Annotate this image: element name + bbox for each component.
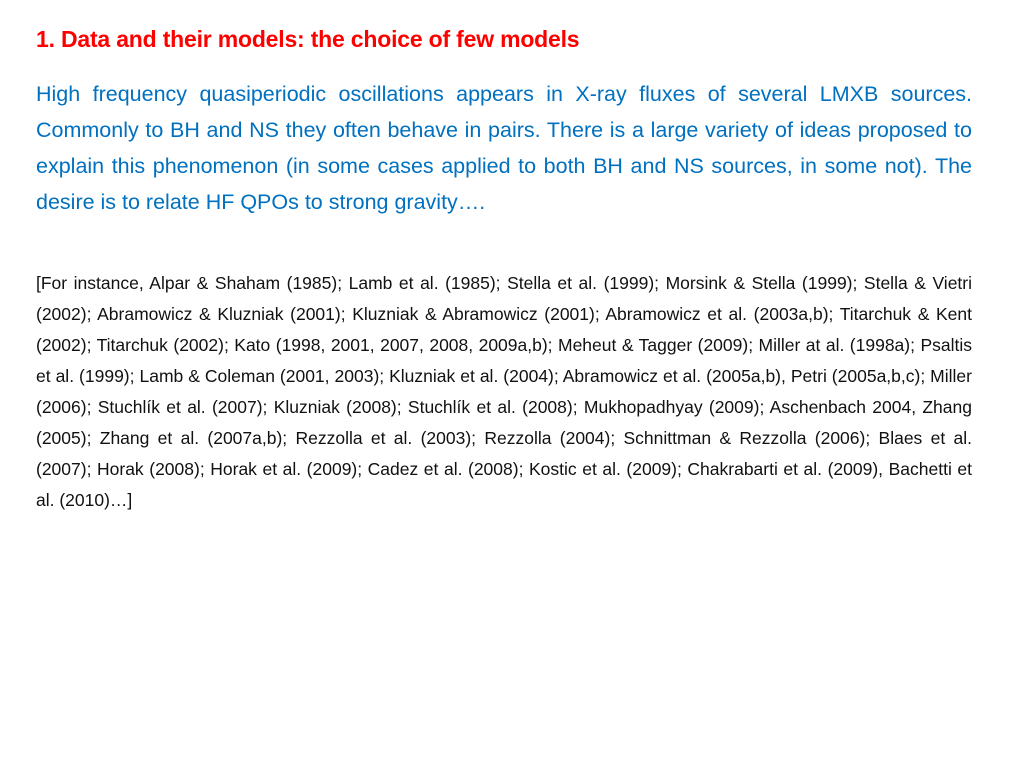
intro-paragraph: High frequency quasiperiodic oscillations appears in X-ray fluxes of several LMXB sources. Commonly to BH and NS they often behave in pairs. There is a large variety of ideas proposed to explain this phenomenon (in some cases applied to both BH and NS sources, in some not). The desire is to relate HF QPOs to strong gravity….: [36, 82, 972, 214]
references-paragraph: [For instance, Alpar & Shaham (1985); Lamb et al. (1985); Stella et al. (1999); Morsink & Stella (1999); Stella & Vietri (2002); Abramowicz & Kluzniak (2001); Kluzniak & Abramowicz (2001); Abramowicz et al. (2003a,b); Titarchuk & Kent (2002); Titarchuk (2002); Kato (1998, 2001, 2007, 2008, 2009a,b); Meheut & Tagger (2009); Miller at al. (1998a); Psaltis et al. (1999); Lamb & Coleman (2001, 2003); Kluzniak et al. (2004); Abramowicz et al. (2005a,b), Petri (2005a,b,c); Miller (2006); Stuchlík et al. (2007); Kluzniak (2008); Stuchlík et al. (2008); Mukhopadhyay (2009); Aschenbach 2004, Zhang (2005); Zhang et al. (2007a,b); Rezzolla et al. (2003); Rezzolla (2004); Schnittman & Rezzolla (2006); Blaes et al. (2007); Horak (2008); Horak et al. (2009); Cadez et al. (2008); Kostic et al. (2009); Chakrabarti et al. (2009), Bachetti et al. (2010)…]: [36, 273, 972, 510]
slide-title: 1. Data and their models: the choice of few models: [36, 26, 580, 52]
